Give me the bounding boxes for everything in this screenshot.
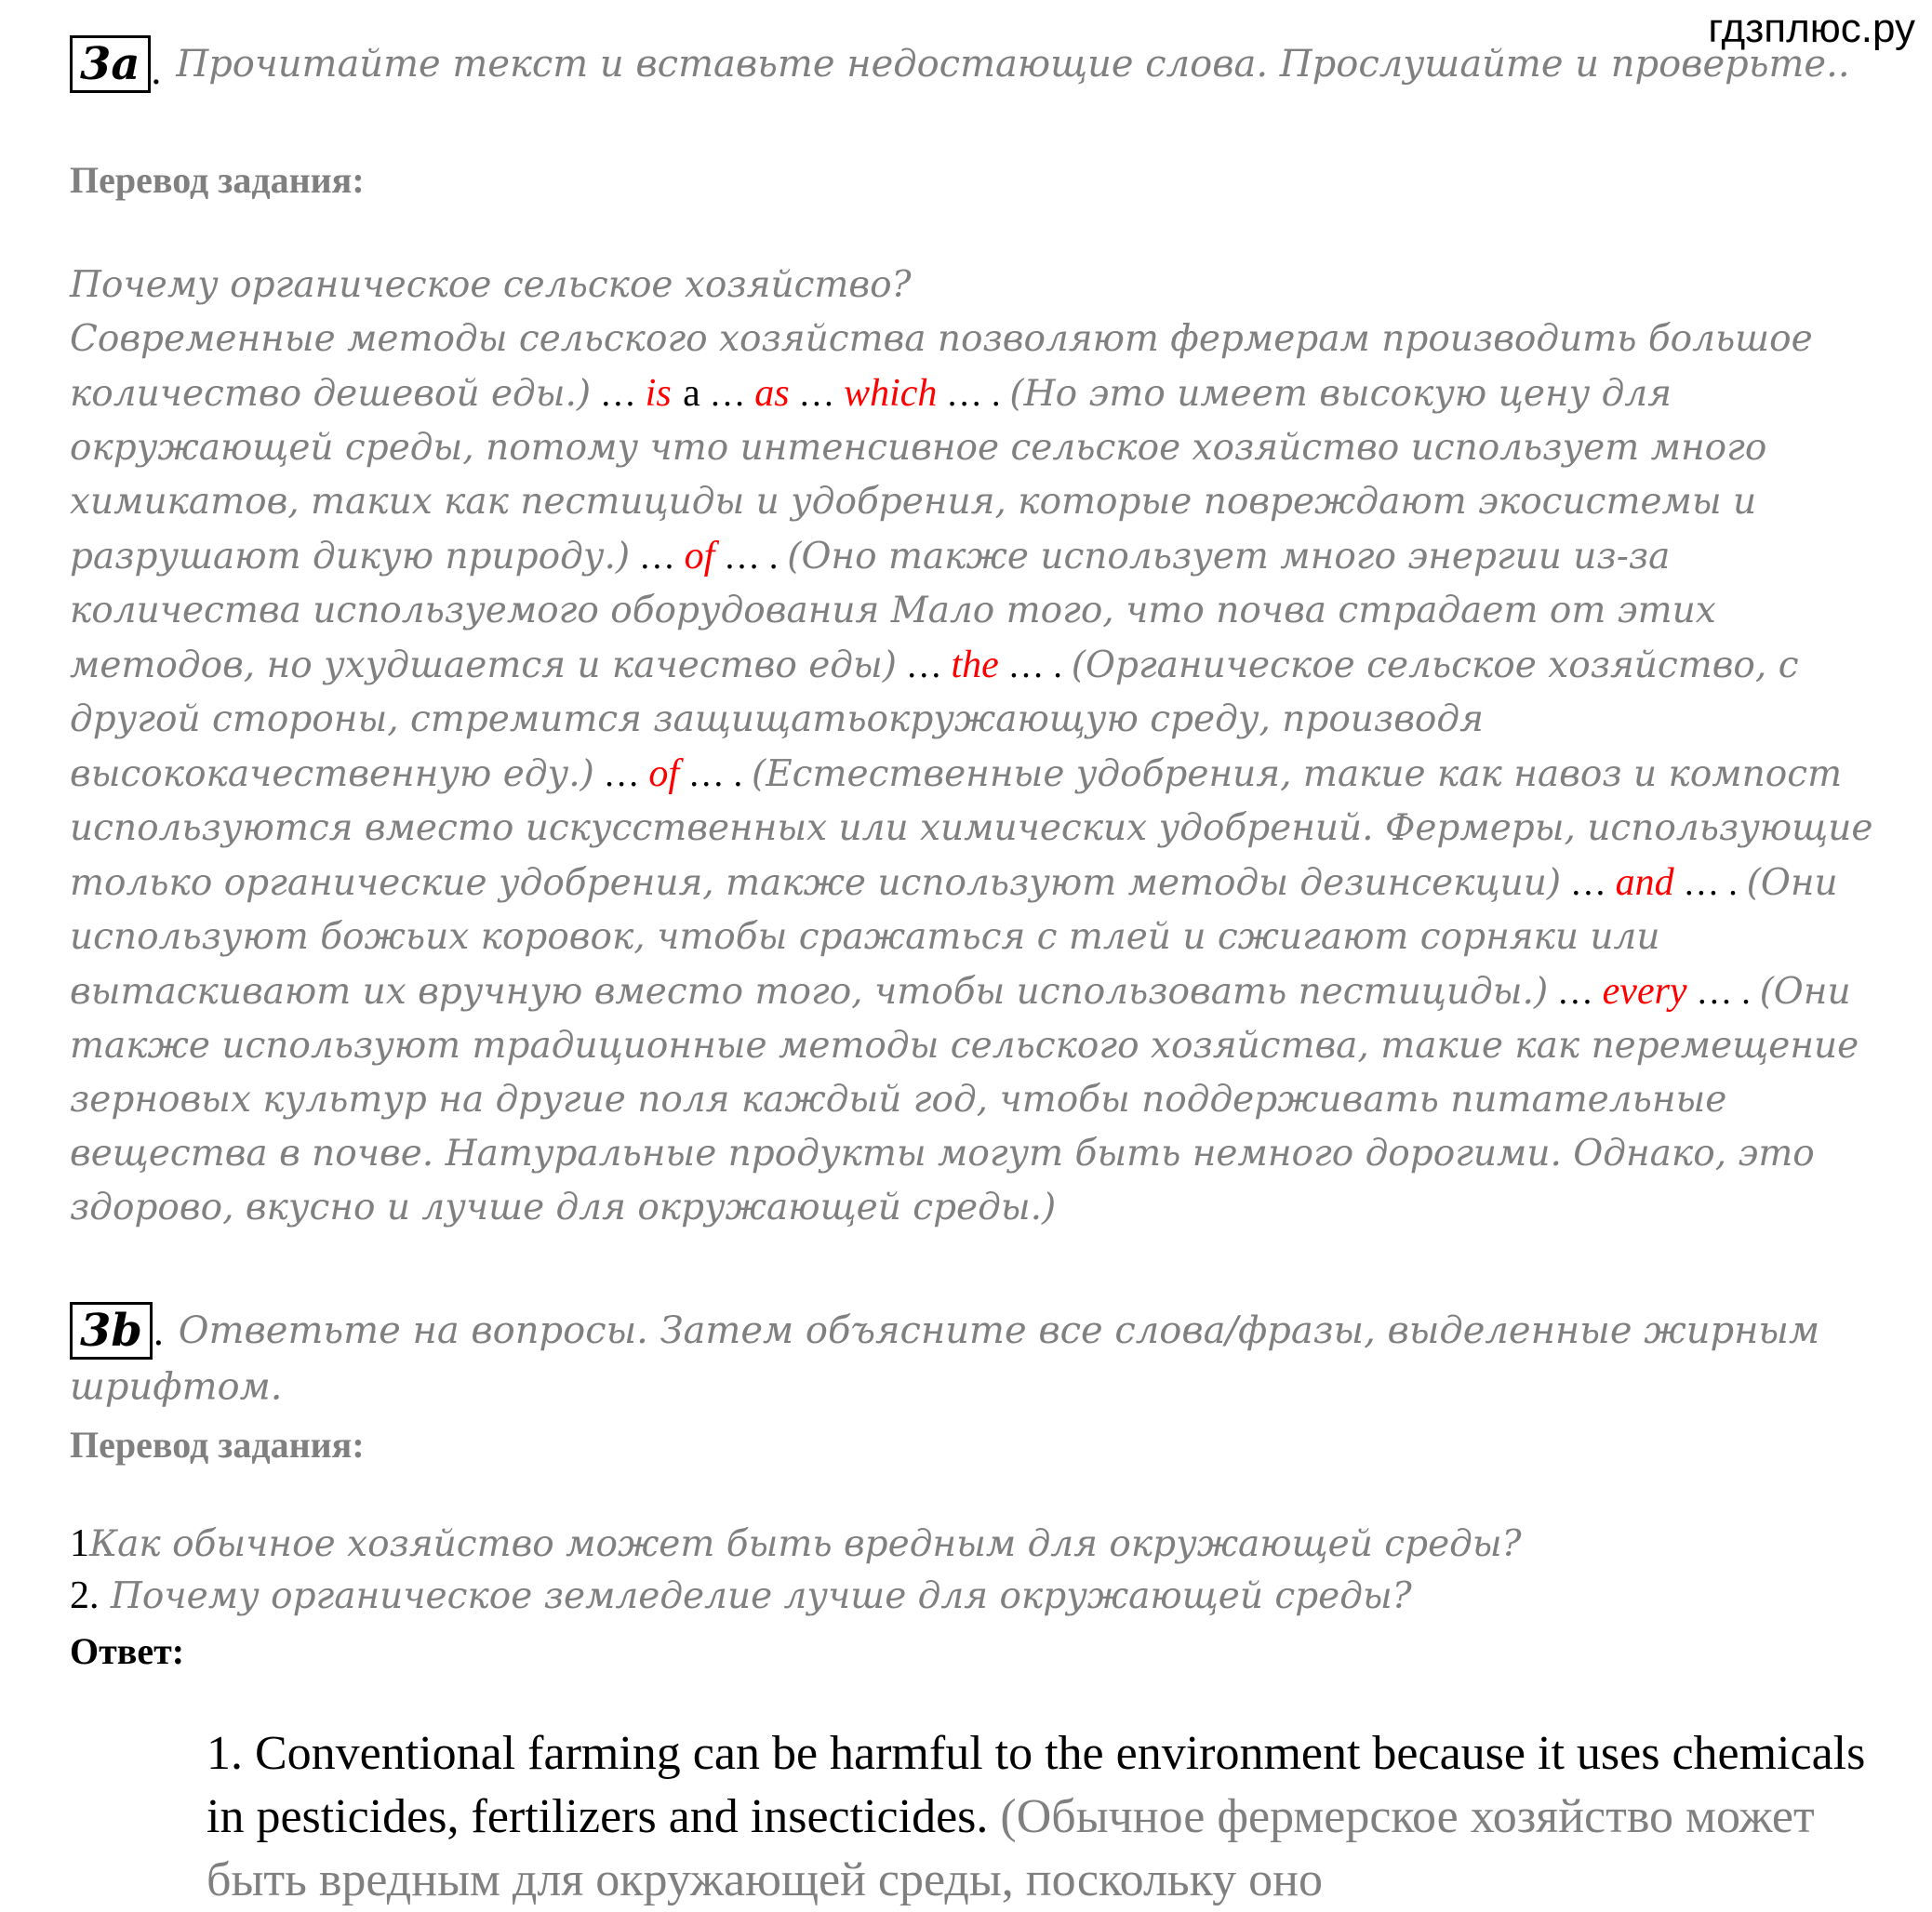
gap-dots: … . [998, 645, 1072, 685]
sentence-5: (Естественные удобрения, такие как навоз и компост используются вместо искусственных или химических удобрений. Фермеры, использующие только органические удобрения, также используют методы дезинсекции) [70, 753, 1873, 904]
task-number-3b: 3b [70, 1302, 153, 1360]
text-3a-body [70, 312, 1874, 1235]
task-3b-instruction: Ответьте на вопросы. Затем объясните все слова/фразы, выделенные жирным шрифтом. [70, 1309, 1820, 1409]
task-dot: . [152, 1311, 165, 1354]
answer-1 [207, 1722, 1881, 1912]
text-3a-title: Почему органическое сельское хозяйство? [70, 264, 912, 306]
gap-dots: … . [937, 374, 1010, 414]
task-3b-header [70, 1302, 1874, 1414]
gap-dots: … [700, 374, 755, 414]
gap-dots: … [1548, 972, 1603, 1012]
answer-word-the: the [951, 644, 999, 686]
answer-translation: (Обычное фермерское хозяйство может быть вредным для окружающей среды, поскольку оно [207, 1790, 1815, 1906]
question-text: Почему органическое земледелие лучше для окружающей среды? [99, 1575, 1412, 1617]
answer-word-of-2: of [648, 752, 679, 795]
answer-word-of: of [684, 535, 715, 578]
sentence-3: (Оно также использует много энергии из-за количества используемого оборудования Мало того, что почва страдает от этих методов, но ухудшается и качество еды) [70, 536, 1716, 686]
answer-word-a: a [683, 372, 700, 415]
answer-word-is: is [645, 372, 672, 415]
site-watermark: гдзплюс.ру [1708, 6, 1915, 51]
gap-dots: … . [678, 754, 752, 794]
question-number: 1 [70, 1522, 89, 1565]
gap-dots: … [593, 754, 649, 794]
task-dot: . [150, 50, 163, 93]
sentence-6: (Они используют божьих коровок, чтобы сражаться с тлей и сжигают сорняки или вытаскивают их вручную вместо того, чтобы использовать пестициды.) [70, 862, 1838, 1013]
answer-word-every: every [1602, 970, 1687, 1013]
gap-dots: … . [1673, 863, 1747, 903]
answer-english: 1. Conventional farming can be harmful to the environment because it uses chemicals in pesticides, fertilizers and insecticides. [207, 1727, 1866, 1843]
sentence-7: (Они также используют традиционные методы сельского хозяйства, такие как перемещение зерновых культур на другие поля каждый год, чтобы поддерживать питательные вещества в почве. Натуральные продукты могут быть немного дорогими. Однако, это здорово, вкусно и лучше для окружающей среды.) [70, 971, 1859, 1228]
gap-dots: … [1561, 863, 1616, 903]
question-2 [70, 1573, 1412, 1618]
task-number-3a: 3a [70, 35, 151, 93]
task-3a-instruction: Прочитайте текст и вставьте недостающие слова. Прослушайте и проверьте.. [176, 43, 1850, 86]
question-1 [70, 1521, 1522, 1566]
question-text: Как обычное хозяйство может быть вредным для окружающей среды? [89, 1523, 1522, 1565]
gap-dots: … [591, 374, 646, 414]
answer-word-which: which [844, 372, 938, 415]
answer-word-and: and [1615, 861, 1674, 904]
answer-word-as: as [754, 372, 790, 415]
gap-dots: … [896, 645, 952, 685]
gap-dots: … . [1686, 972, 1760, 1012]
sentence-2: (Но это имеет высокую цену для окружающей среды, потому что интенсивное сельское хозяйство использует много химикатов, таких как пестициды и удобрения, которые повреждают экосистемы и разрушают дикую природу.) [70, 373, 1767, 578]
gap-dots: … [789, 374, 845, 414]
task-3a-header [70, 35, 1874, 93]
translation-heading-1: Перевод задания: [70, 159, 365, 201]
answer-heading: Ответ: [70, 1630, 185, 1672]
sentence-4: (Органическое сельское хозяйство, с другой стороны, стремится защищатьокружающую среду, производя высококачественную еду.) [70, 644, 1799, 795]
gap-dots: … . [714, 537, 788, 577]
gap-dots: … [630, 537, 685, 577]
sentence-1: Современные методы сельского хозяйства позволяют фермерам производить большое количество дешевой еды.) [70, 318, 1813, 415]
question-number: 2. [70, 1574, 100, 1617]
translation-heading-2: Перевод задания: [70, 1424, 365, 1466]
